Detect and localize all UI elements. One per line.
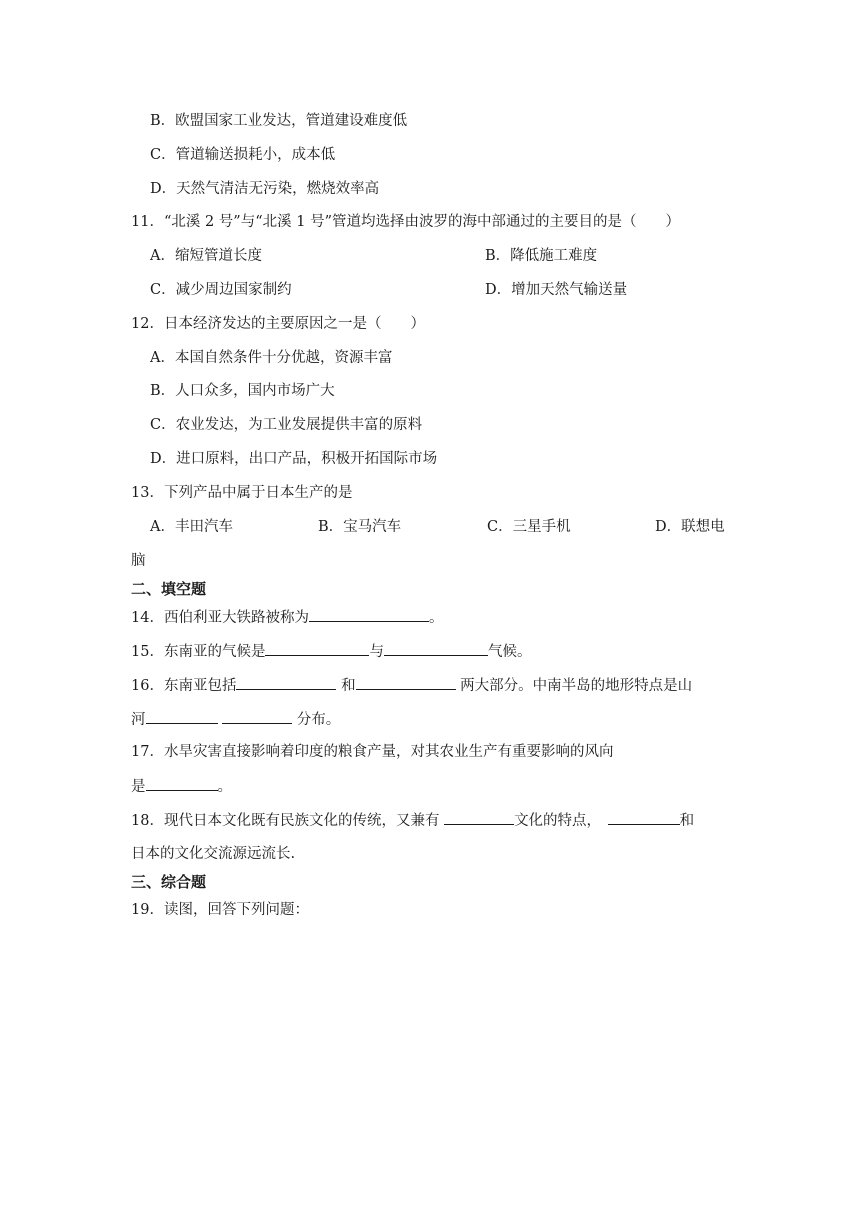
q17-line-2	[131, 776, 232, 797]
q17-end: 。	[217, 779, 232, 795]
q10-option-d[interactable]: D．天然气清洁无污染，燃烧效率高	[150, 181, 380, 197]
q12-option-c[interactable]: C．农业发达，为工业发展提供丰富的原料	[150, 417, 423, 433]
q18-answer-blank-1[interactable]	[444, 810, 514, 825]
q16-end: 分布。	[296, 712, 341, 728]
section-heading-comprehensive: 三、综合题	[131, 873, 207, 891]
q18-line-1	[131, 810, 694, 831]
q16-line-1	[131, 675, 692, 696]
q19-stem: 19．读图，回答下列问题：	[131, 902, 309, 918]
q11-option-c[interactable]: C．减少周边国家制约	[150, 282, 292, 298]
q14	[131, 607, 443, 628]
q14-answer-blank[interactable]	[309, 607, 429, 622]
q16-river: 河	[131, 712, 146, 728]
section-heading-fill-in: 二、填空题	[131, 580, 207, 598]
q14-end: 。	[428, 610, 444, 626]
q16-answer-blank-1[interactable]	[236, 675, 336, 690]
q10-option-c[interactable]: C．管道输送损耗小，成本低	[150, 147, 336, 163]
q16-and: 和	[341, 678, 356, 694]
q13-stem: 13．下列产品中属于日本生产的是	[131, 485, 353, 501]
q12-stem: 12．日本经济发达的主要原因之一是（ ）	[131, 316, 425, 332]
q16-text: 16．东南亚包括	[131, 678, 237, 694]
q15-and: 与	[369, 644, 384, 660]
q17-line-1: 17．水旱灾害直接影响着印度的粮食产量，对其农业生产有重要影响的风向	[131, 744, 614, 760]
q11-option-a[interactable]: A．缩短管道长度	[150, 248, 262, 264]
q13-option-a[interactable]: A．丰田汽车	[150, 519, 233, 535]
q15	[131, 641, 531, 662]
q11-option-d[interactable]: D．增加天然气输送量	[485, 282, 628, 298]
q15-answer-blank-1[interactable]	[265, 641, 369, 656]
q15-text: 15．东南亚的气候是	[131, 644, 266, 660]
q18-text-2: 文化的特点，	[514, 813, 602, 829]
q16-line-2	[131, 709, 340, 730]
q18-text: 18．现代日本文化既有民族文化的传统，又兼有	[131, 813, 440, 829]
q12-option-a[interactable]: A．本国自然条件十分优越，资源丰富	[150, 350, 393, 366]
q10-option-b[interactable]: B．欧盟国家工业发达，管道建设难度低	[150, 113, 408, 129]
q12-option-b[interactable]: B．人口众多，国内市场广大	[150, 383, 335, 399]
q14-text: 14．西伯利亚大铁路被称为	[131, 610, 309, 626]
q13-option-d-continued: 脑	[131, 553, 146, 569]
q16-text-2: 两大部分。中南半岛的地形特点是山	[460, 678, 693, 694]
q11-option-b[interactable]: B．降低施工难度	[485, 248, 598, 264]
q18-and: 和	[679, 813, 695, 829]
q13-option-c[interactable]: C．三星手机	[487, 519, 571, 535]
q18-answer-blank-2[interactable]	[608, 810, 680, 825]
q17-answer-blank[interactable]	[146, 776, 218, 791]
q12-option-d[interactable]: D．进口原料，出口产品，积极开拓国际市场	[150, 451, 438, 467]
q15-end: 气候。	[487, 644, 532, 660]
q16-answer-blank-2[interactable]	[356, 675, 456, 690]
q13-option-d[interactable]: D．联想电	[655, 519, 725, 535]
q13-option-b[interactable]: B．宝马汽车	[318, 519, 402, 535]
q15-answer-blank-2[interactable]	[384, 641, 488, 656]
q17-is: 是	[131, 779, 146, 795]
q16-answer-blank-3[interactable]	[146, 709, 218, 724]
q16-answer-blank-4[interactable]	[222, 709, 292, 724]
q18-line-2: 日本的文化交流源远流长.	[131, 846, 296, 862]
q11-stem: 11．“北溪 2 号”与“北溪 1 号”管道均选择由波罗的海中部通过的主要目的是（ ）	[131, 214, 680, 230]
